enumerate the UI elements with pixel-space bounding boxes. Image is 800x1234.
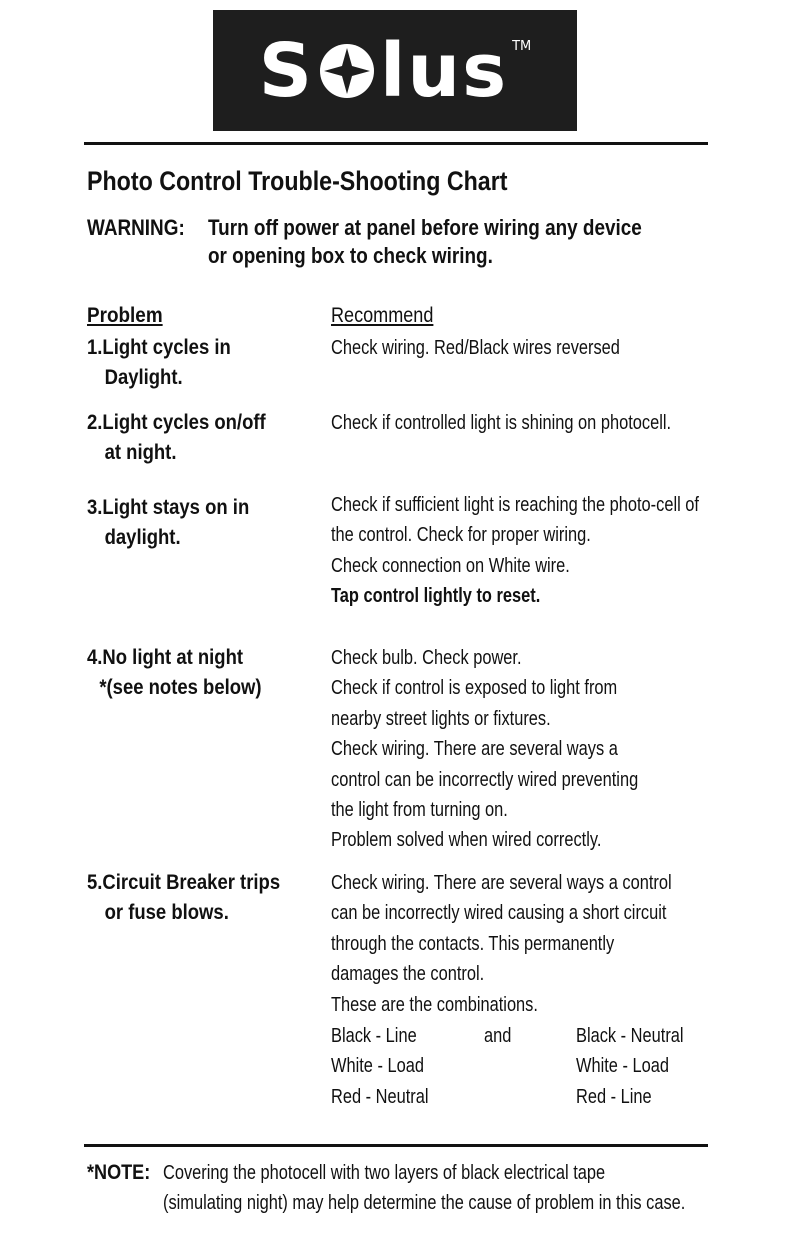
recommend-5-line-1: Check wiring. There are several ways a control [331,871,672,894]
recommend-3-line-4: Tap control lightly to reset. [331,584,541,608]
combo-left-3: Red - Neutral [331,1085,429,1108]
recommend-4-line-4: Check wiring. There are several ways a [331,737,618,761]
combo-right-3: Red - Line [576,1085,652,1108]
recommend-5 [331,868,747,1020]
recommend-5-line-5: These are the combinations. [331,992,538,1016]
problem-1 [87,333,351,393]
note-line-2: (simulating night) may help determine the cause of problem in this case. [163,1192,686,1214]
combo-left-1: Black - Line [331,1024,417,1047]
page-title: Photo Control Trouble-Shooting Chart [87,166,508,196]
recommend-4-line-5: control can be incorrectly wired preventing [331,767,639,791]
problem-5-line-1: 5.Circuit Breaker trips [87,871,281,894]
logo-wordmark [258,27,532,114]
recommend-3-line-1: Check if sufficient light is reaching the photo-cell of [331,493,699,516]
recommend-3-line-2: the control. Check for proper wiring. [331,523,591,547]
recommend-4-line-2: Check if control is exposed to light from [331,676,618,700]
recommend-5-line-4: damages the control. [331,962,485,986]
problem-2-line-1: 2.Light cycles on/off [87,411,266,434]
problem-4 [87,643,351,703]
top-divider [84,142,708,145]
warning-line-2: or opening box to check wiring. [208,243,493,268]
bottom-divider [84,1144,708,1147]
warning-text [208,214,724,270]
recommend-5-line-2: can be incorrectly wired causing a short circuit [331,901,667,925]
recommend-3-line-3: Check connection on White wire. [331,553,570,577]
problem-2-line-2: at night. [104,441,177,464]
note-label: *NOTE: [87,1161,151,1184]
problem-3 [87,493,351,553]
recommend-4-line-1: Check bulb. Check power. [331,646,522,669]
recommend-4-line-6: the light from turning on. [331,798,508,822]
combo-joiner: and [484,1024,512,1047]
problem-4-line-1: 4.No light at night [87,646,244,669]
recommend-column-header: Recommend [331,304,434,327]
combo-right-1: Black - Neutral [576,1024,684,1047]
problem-1-line-1: 1.Light cycles in [87,336,231,359]
recommend-5-line-3: through the contacts. This permanently [331,931,615,955]
compass-star-icon [316,40,378,102]
warning-label: WARNING: [87,215,185,240]
recommend-1 [331,333,747,363]
recommend-2-line-1: Check if controlled light is shining on photocell. [331,411,672,434]
problem-1-line-2: Daylight. [104,366,183,389]
note-text [163,1158,685,1218]
recommend-4 [331,643,747,856]
recommend-4-line-7: Problem solved when wired correctly. [331,828,602,852]
combo-right-2: White - Load [576,1054,669,1077]
problem-column-header: Problem [87,304,163,327]
logo-letter-s: S [258,27,315,114]
solus-logo [213,10,577,131]
problem-5-line-2: or fuse blows. [104,901,229,924]
problem-5 [87,868,351,928]
logo-letters-lus: lus [380,27,509,114]
note-line-1: Covering the photocell with two layers of black electrical tape [163,1162,606,1184]
recommend-4-line-3: nearby street lights or fixtures. [331,706,551,730]
recommend-1-line-1: Check wiring. Red/Black wires reversed [331,336,620,359]
recommend-3 [331,490,747,612]
warning-line-1: Turn off power at panel before wiring any device [208,215,642,240]
problem-3-line-2: daylight. [104,526,181,549]
recommend-2 [331,408,747,438]
problem-4-line-2: *(see notes below) [99,676,262,699]
trademark-mark: TM [512,38,532,54]
combo-left-2: White - Load [331,1054,424,1077]
problem-3-line-1: 3.Light stays on in [87,496,250,519]
problem-2 [87,408,351,468]
